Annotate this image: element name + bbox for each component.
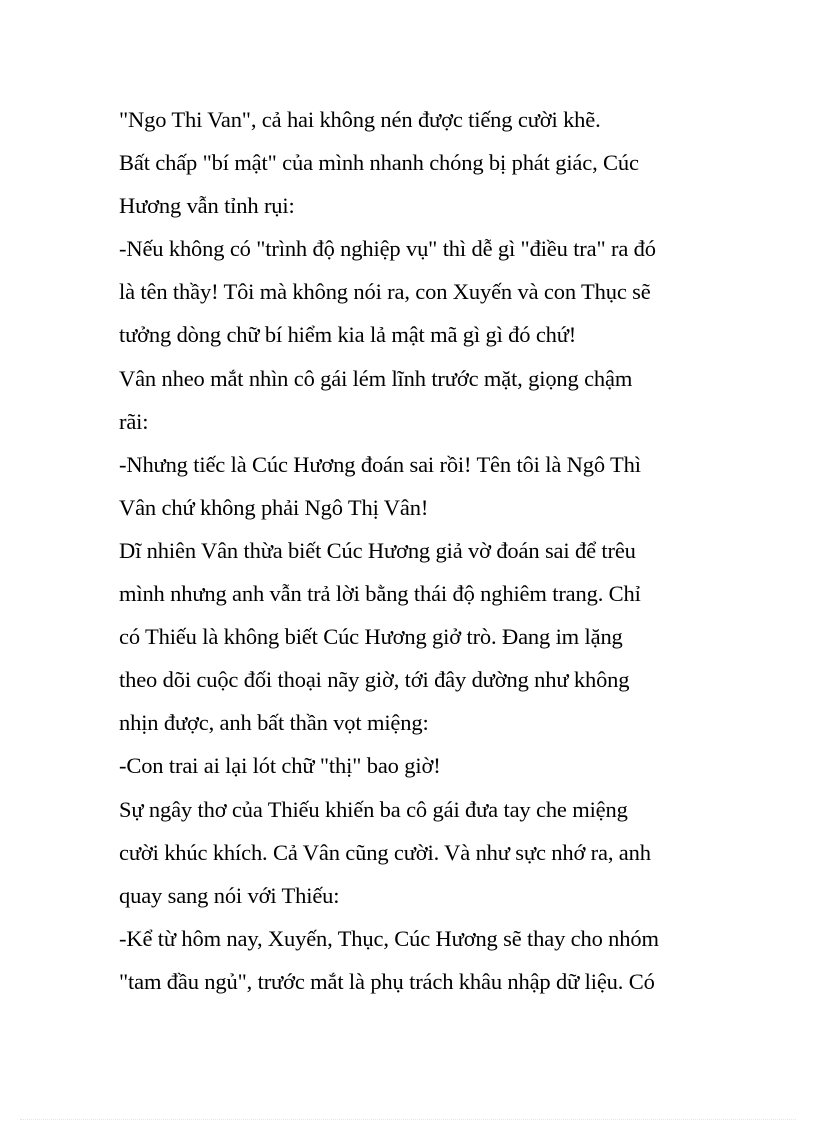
text-line: -Nhưng tiếc là Cúc Hương đoán sai rồi! Tên tôi là Ngô Thì xyxy=(119,451,641,477)
text-line: Sự ngây thơ của Thiếu khiến ba cô gái đưa tay che miệng xyxy=(119,796,628,822)
page-bottom-edge xyxy=(20,1119,796,1120)
text-line: theo dõi cuộc đối thoại nãy giờ, tới đây dường như không xyxy=(119,667,630,693)
text-line: -Con trai ai lại lót chữ "thị" bao giờ! xyxy=(119,753,441,779)
text-line: có Thiếu là không biết Cúc Hương giở trò. Đang im lặng xyxy=(119,624,623,650)
text-line: mình nhưng anh vẫn trả lời bằng thái độ nghiêm trang. Chỉ xyxy=(119,581,641,607)
text-line: nhịn được, anh bất thần vọt miệng: xyxy=(119,710,429,736)
text-line: là tên thầy! Tôi mà không nói ra, con Xuyến và con Thục sẽ xyxy=(119,279,651,305)
text-line: "tam đầu ngủ", trước mắt là phụ trách khâu nhập dữ liệu. Có xyxy=(119,968,655,994)
text-line: Vân chứ không phải Ngô Thị Vân! xyxy=(119,494,429,520)
story-text xyxy=(119,98,709,1003)
text-line: tưởng dòng chữ bí hiểm kia lả mật mã gì gì đó chứ! xyxy=(119,322,577,348)
text-line: Bất chấp "bí mật" của mình nhanh chóng bị phát giác, Cúc xyxy=(119,150,639,176)
text-line: quay sang nói với Thiếu: xyxy=(119,882,340,908)
text-line: rãi: xyxy=(119,408,149,434)
text-line: cười khúc khích. Cả Vân cũng cười. Và như sực nhớ ra, anh xyxy=(119,839,651,865)
text-line: Dĩ nhiên Vân thừa biết Cúc Hương giả vờ đoán sai để trêu xyxy=(119,537,636,563)
text-line: Hương vẫn tỉnh rụi: xyxy=(119,193,295,219)
text-line: -Nếu không có "trình độ nghiệp vụ" thì dễ gì "điều tra" ra đó xyxy=(119,236,656,262)
text-line: -Kể từ hôm nay, Xuyến, Thục, Cúc Hương sẽ thay cho nhóm xyxy=(119,925,659,951)
text-line: Vân nheo mắt nhìn cô gái lém lĩnh trước mặt, giọng chậm xyxy=(119,365,633,391)
text-line: "Ngo Thi Van", cả hai không nén được tiếng cười khẽ. xyxy=(119,107,601,132)
